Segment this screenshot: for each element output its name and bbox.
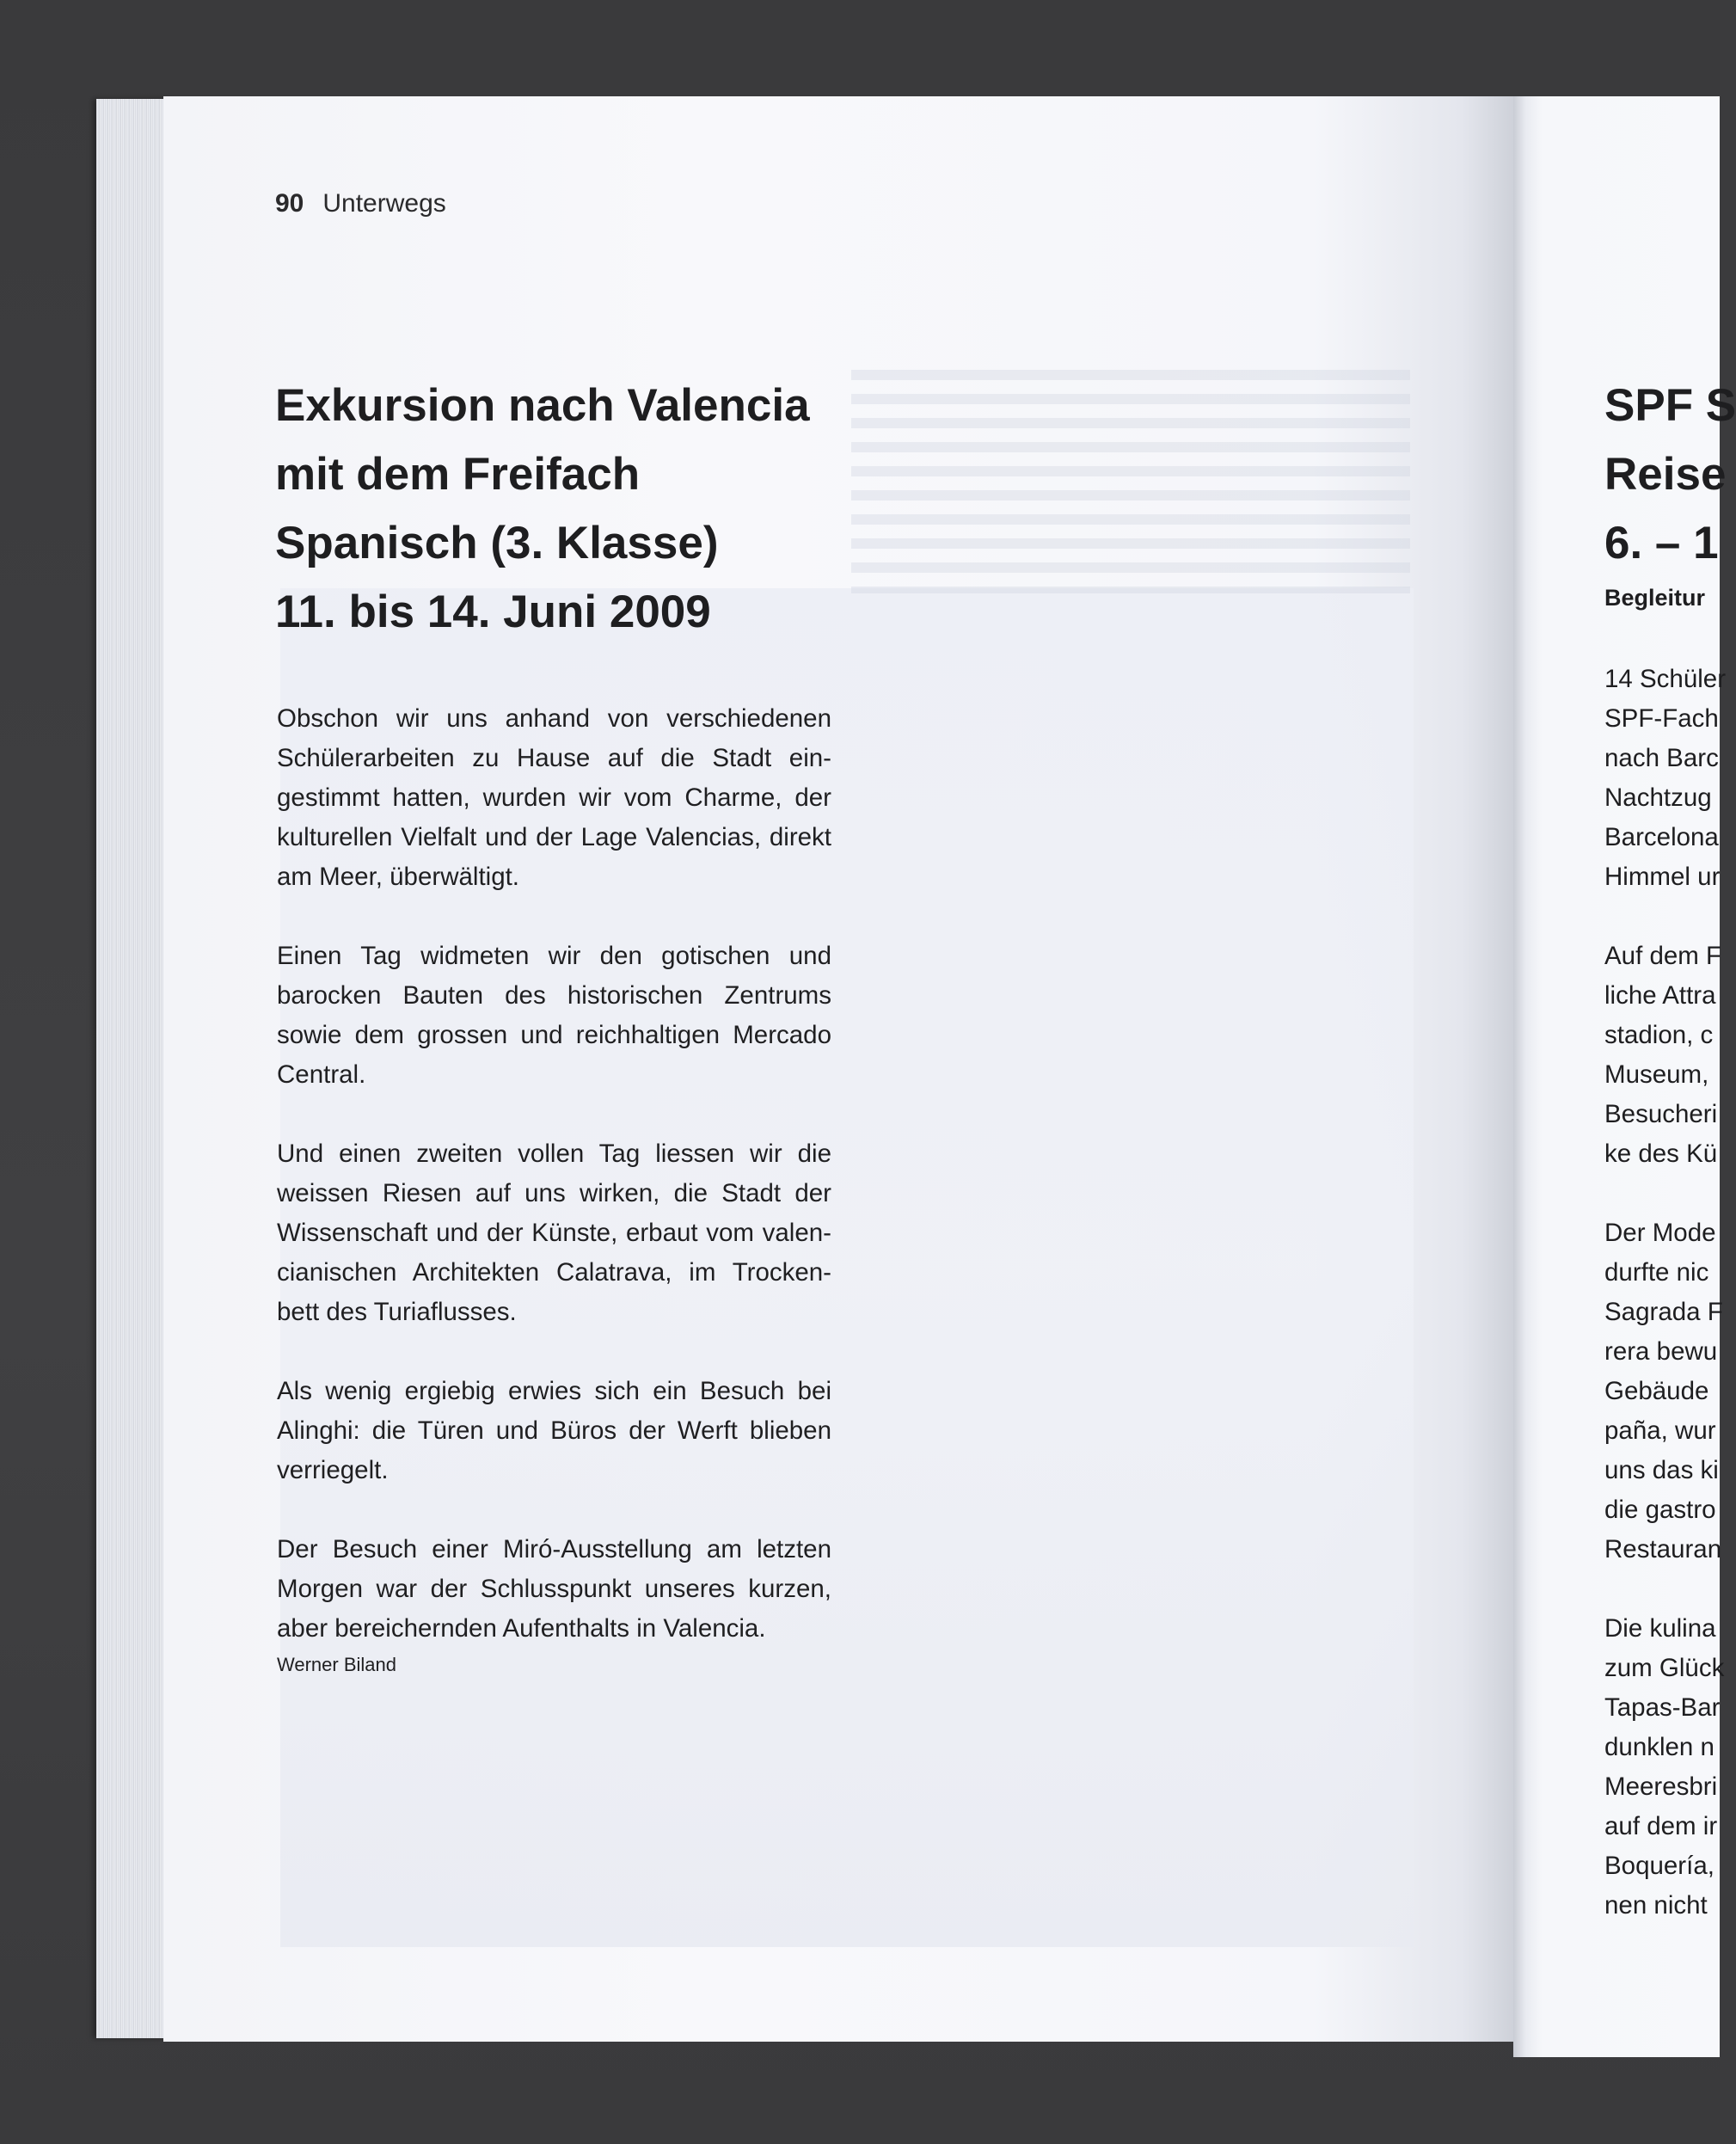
next-page-line: nen nicht — [1604, 1891, 1708, 1920]
next-page-line: SPF-Fach — [1604, 704, 1719, 733]
next-page-line: Der Mode — [1604, 1219, 1716, 1247]
next-page-line: nach Barc — [1604, 744, 1719, 772]
next-page-line: Die kulina — [1604, 1614, 1716, 1643]
author: Werner Biland — [277, 1654, 396, 1675]
next-page-line: Meeresbri — [1604, 1772, 1718, 1801]
next-page-line — [1604, 1570, 1726, 1609]
next-page-line: rera bewu — [1604, 1337, 1718, 1366]
paragraph: Einen Tag widmeten wir den gotischen und barocken Bauten des historischen Zentrums sowie dem grossen und reichhaltigen Mercado Central. — [277, 942, 831, 1089]
paragraph: Und einen zweiten vollen Tag liessen wir die weissen Riesen auf uns wirken, die Stadt der Wissenschaft und der Künste, erbaut vom valen-cianischen Architekten Calatrava, im Trocken-bett des Turiaflusses. — [277, 1140, 831, 1326]
show-through-text — [851, 370, 1410, 593]
running-head — [275, 189, 446, 218]
next-page-line: Tapas-Bar — [1604, 1693, 1721, 1722]
next-page-subtitle: Begleitur — [1604, 585, 1706, 611]
paragraph: Als wenig ergiebig erwies sich ein Besuch bei Alinghi: die Türen und Büros der Werft blieben verriegelt. — [277, 1377, 831, 1484]
next-page-line: Sagrada F — [1604, 1298, 1723, 1326]
title-line: Spanisch (3. Klasse) — [275, 518, 719, 568]
next-page-body — [1604, 660, 1726, 1926]
next-page-line: liche Attra — [1604, 981, 1716, 1010]
next-page-line — [1604, 897, 1726, 937]
next-title-line: 6. – 1 — [1604, 518, 1719, 568]
next-page-line: auf dem ir — [1604, 1812, 1718, 1840]
title-line: 11. bis 14. Juni 2009 — [275, 587, 711, 637]
next-page-title — [1604, 372, 1736, 578]
next-page-line: Auf dem F — [1604, 942, 1722, 970]
next-page-line: die gastro — [1604, 1496, 1716, 1524]
article-title — [275, 372, 877, 647]
next-page-line: Barcelona — [1604, 823, 1719, 851]
next-page-line — [1604, 1174, 1726, 1213]
paragraph: Obschon wir uns anhand von verschiedenen Schülerarbeiten zu Hause auf die Stadt ein-gestimmt hatten, wurden wir vom Charme, der kulturellen Vielfalt und der Lage Valencias, direkt am Meer, überwältigt. — [277, 704, 831, 891]
next-page-line: Restauran — [1604, 1535, 1722, 1563]
next-page-line: Gebäude — [1604, 1377, 1709, 1405]
next-page-line: uns das ki — [1604, 1456, 1719, 1484]
article-body — [277, 699, 831, 1678]
title-line: mit dem Freifach — [275, 449, 641, 500]
next-page-line: Nachtzug — [1604, 783, 1712, 812]
next-page-line: paña, wur — [1604, 1416, 1716, 1445]
next-page-line: zum Glück — [1604, 1654, 1725, 1682]
next-page-line: Museum, — [1604, 1060, 1709, 1089]
title-line: Exkursion nach Valencia — [275, 380, 810, 431]
next-page-line: durfte nic — [1604, 1258, 1709, 1287]
page-edges — [96, 99, 174, 2038]
next-page-line: dunklen n — [1604, 1733, 1715, 1761]
next-page-line: Boquería, — [1604, 1852, 1715, 1880]
next-title-line: Reise — [1604, 449, 1727, 500]
page-number: 90 — [275, 189, 304, 218]
next-page-line: ke des Kü — [1604, 1140, 1718, 1168]
paragraph: Der Besuch einer Miró-Ausstellung am letzten Morgen war der Schlusspunkt unseres kurzen, aber bereichernden Aufenthalts in Valencia. — [277, 1535, 831, 1643]
next-page-line: stadion, c — [1604, 1021, 1714, 1049]
next-title-line: SPF S — [1604, 380, 1736, 431]
next-page-line: Himmel ur — [1604, 863, 1721, 891]
next-page-line: 14 Schüler — [1604, 665, 1727, 693]
section-title: Unterwegs — [322, 189, 446, 218]
next-page-line: Besucheri — [1604, 1100, 1718, 1128]
